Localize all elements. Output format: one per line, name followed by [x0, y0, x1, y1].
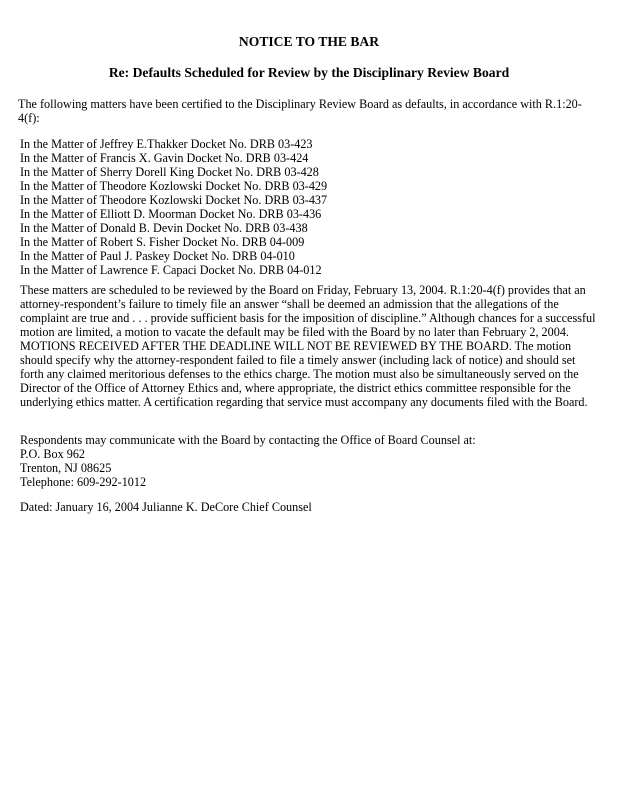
list-item: In the Matter of Lawrence F. Capaci Docket No. DRB 04-012 [20, 263, 322, 277]
intro-paragraph: The following matters have been certified to the Disciplinary Review Board as defaults, in accordance with R.1:20-4(f): [18, 97, 582, 125]
list-item: In the Matter of Paul J. Paskey Docket No. DRB 04-010 [20, 249, 295, 263]
page-subtitle: Re: Defaults Scheduled for Review by the Disciplinary Review Board [108, 65, 510, 80]
list-item: In the Matter of Francis X. Gavin Docket No. DRB 03-424 [20, 151, 309, 165]
contact-block [20, 433, 596, 489]
list-item: In the Matter of Elliott D. Moorman Docket No. DRB 03-436 [20, 207, 322, 221]
contact-po-box: P.O. Box 962 [20, 447, 86, 461]
list-item: In the Matter of Jeffrey E.Thakker Docket No. DRB 03-423 [20, 137, 313, 151]
contact-city: Trenton, NJ 08625 [20, 461, 112, 475]
list-item: In the Matter of Sherry Dorell King Docket No. DRB 03-428 [20, 165, 319, 179]
matters-list [20, 137, 327, 277]
list-item: In the Matter of Theodore Kozlowski Docket No. DRB 03-429 [20, 179, 328, 193]
contact-telephone: Telephone: 609-292-1012 [20, 475, 147, 489]
contact-intro: Respondents may communicate with the Board by contacting the Office of Board Counsel at: [20, 433, 476, 447]
dated-line: Dated: January 16, 2004 Julianne K. DeCore Chief Counsel [20, 500, 312, 514]
list-item: In the Matter of Theodore Kozlowski Docket No. DRB 03-437 [20, 193, 328, 207]
list-item: In the Matter of Donald B. Devin Docket No. DRB 03-438 [20, 221, 308, 235]
schedule-paragraph: These matters are scheduled to be reviewed by the Board on Friday, February 13, 2004. R.1:20-4(f) provides that an attorney-respondent’s failure to timely file an answer “shall be deemed an admission that the allegations of the complaint are true and . . . provide sufficient basis for the imposition of discipline.” Although chances for a successful motion are limited, a motion to vacate the default may be filed with the Board by no later than February 2, 2004. MOTIONS RECEIVED AFTER THE DEADLINE WILL NOT BE REVIEWED BY THE BOARD. The motion should specify why the attorney-respondent failed to file a timely answer (including lack of notice) and should set forth any claimed meritorious defenses to the ethics charge. The motion must also be simultaneously served on the Director of the Office of Attorney Ethics and, where appropriate, the district ethics committee responsible for the underlying ethics matter. A certification regarding that service must accompany any documents filed with the Board. [20, 283, 596, 409]
list-item: In the Matter of Robert S. Fisher Docket No. DRB 04-009 [20, 235, 305, 249]
page-title: NOTICE TO THE BAR [238, 34, 380, 49]
